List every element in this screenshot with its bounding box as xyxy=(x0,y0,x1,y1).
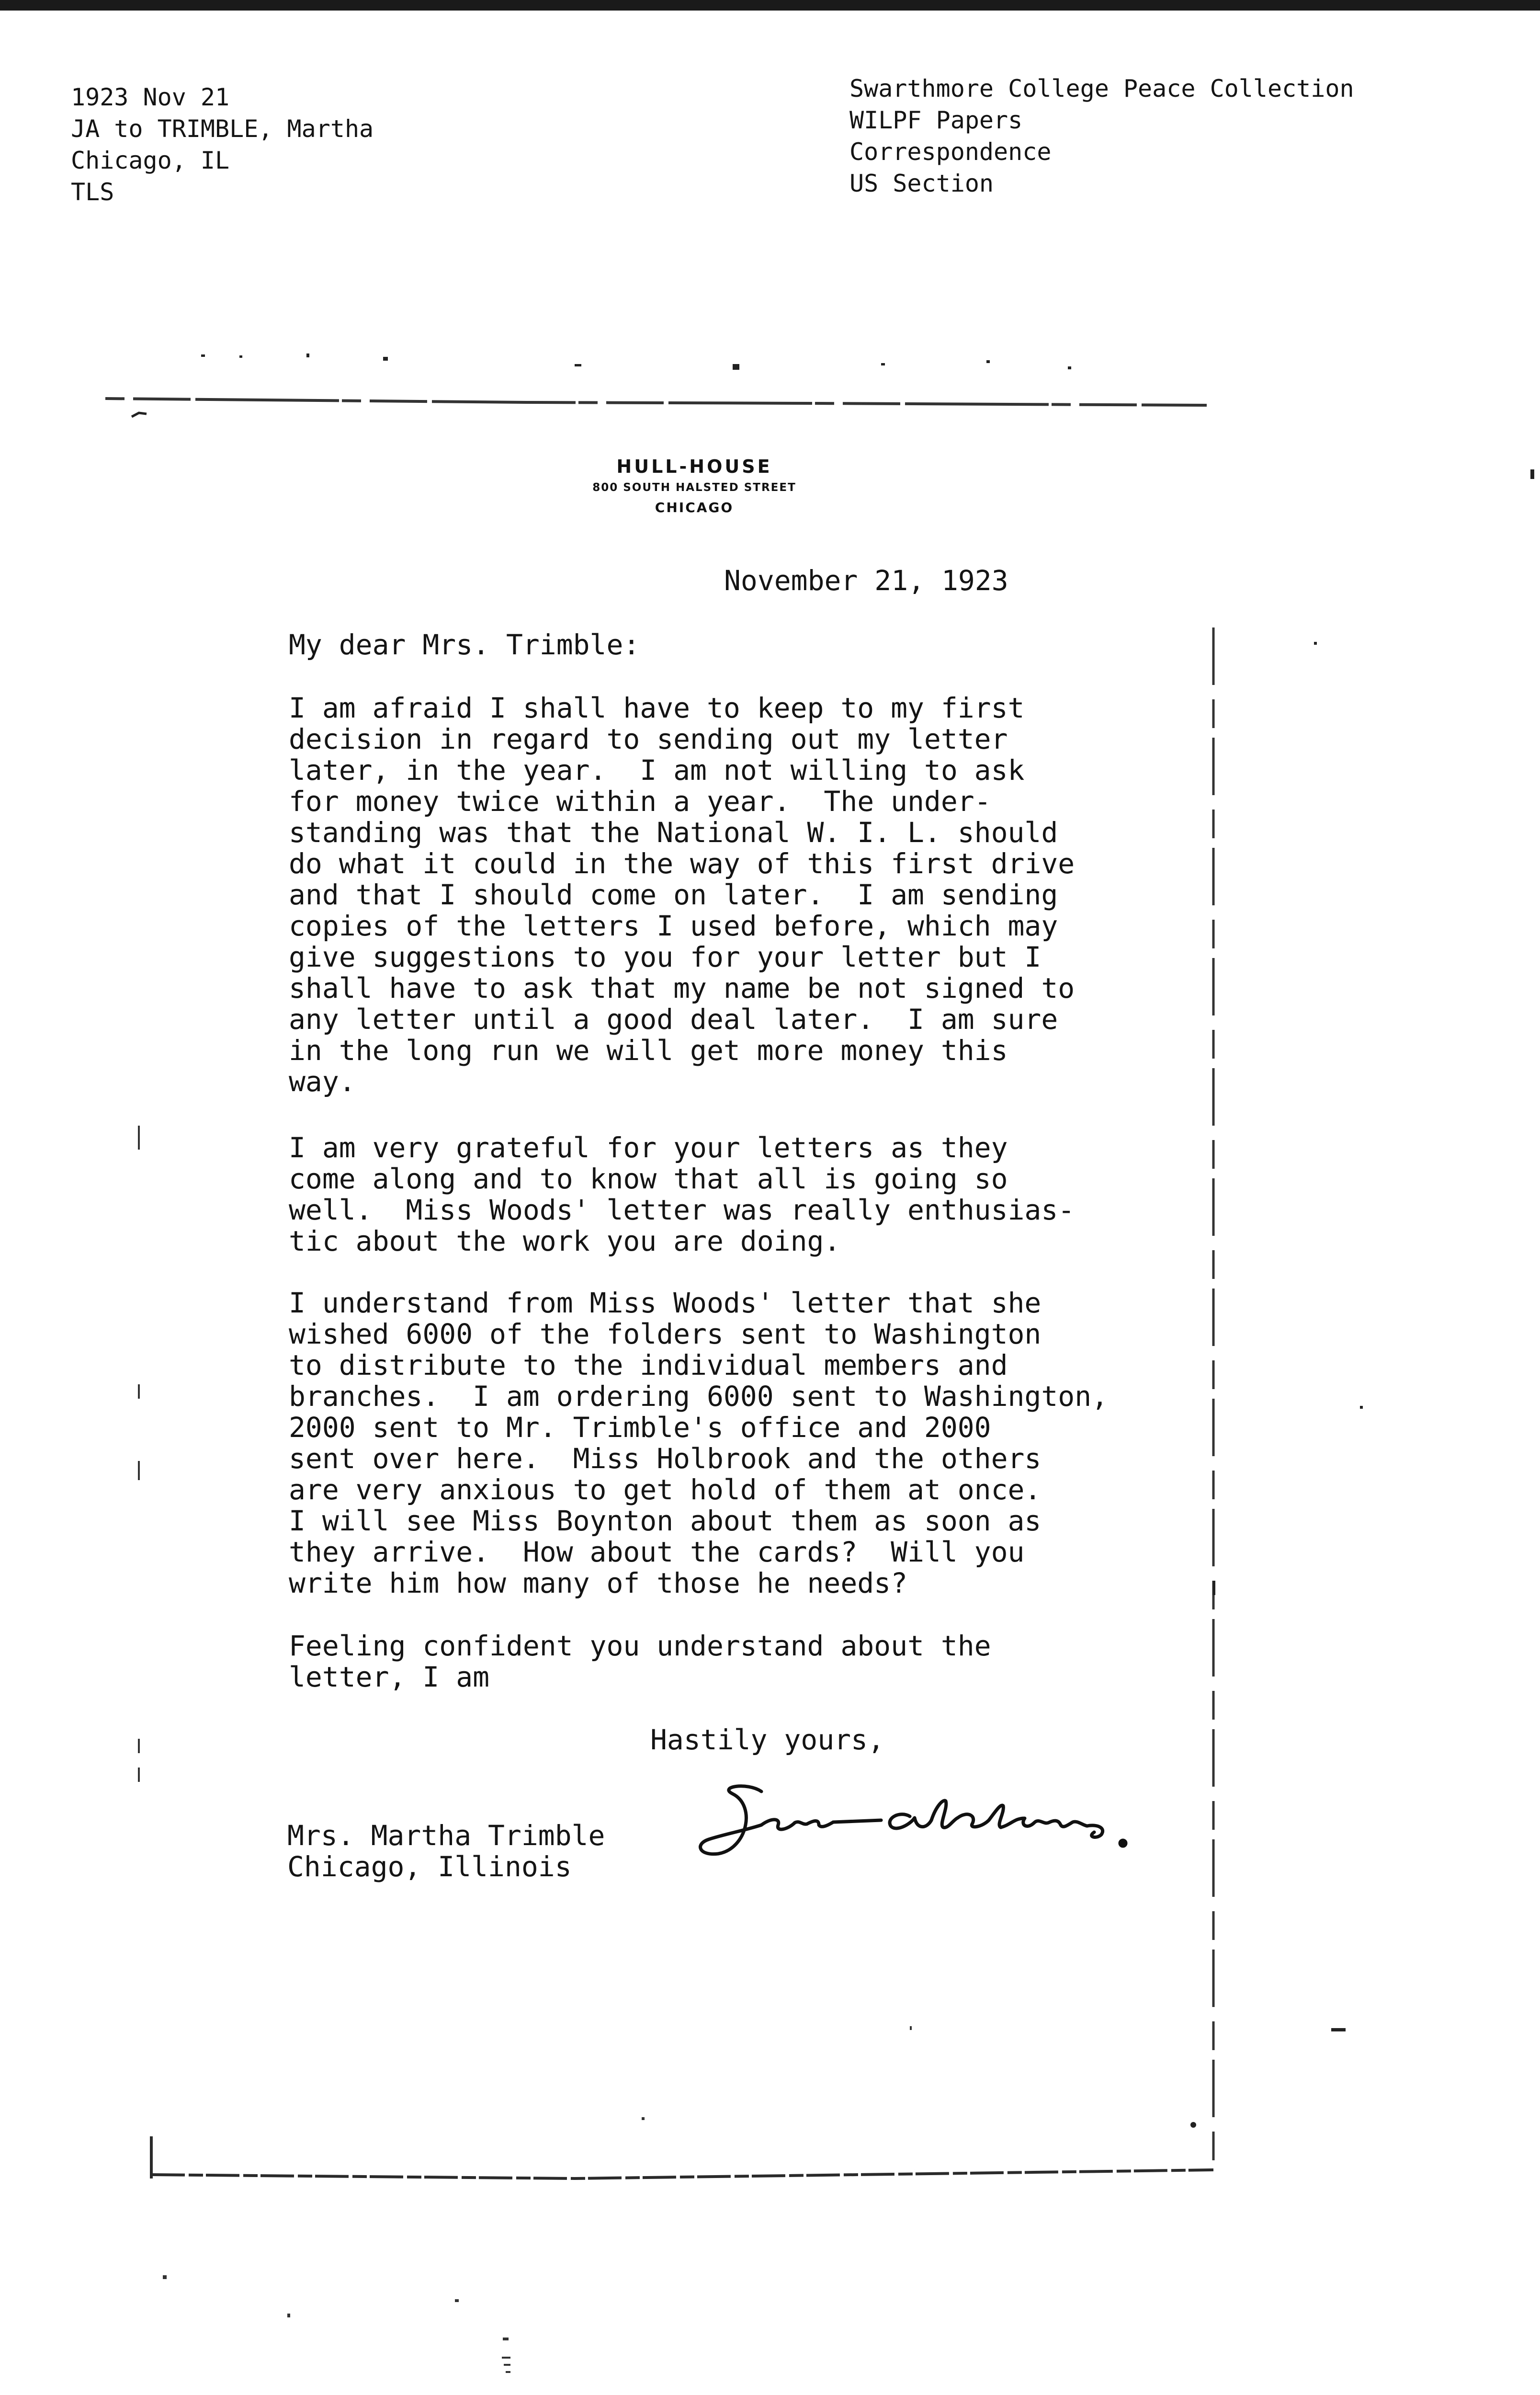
catalog-right-line: US Section xyxy=(849,170,994,197)
closing: Hastily yours, xyxy=(650,1723,884,1756)
catalog-left-line: JA to TRIMBLE, Martha xyxy=(71,115,374,143)
letterhead xyxy=(527,455,862,518)
paragraph-3: I understand from Miss Woods' letter that she wished 6000 of the folders sent to Washington to distribute to the individual members and branches. I am ordering 6000 sent to Washington, 2000 sent to Mr. Trimble's office and 2000 sent over here. Miss Holbrook and the others are very anxious to get hold of them at once. I will see Miss Boynton about them as soon as they arrive. How about the cards? Will you write him how many of those he needs? xyxy=(289,1287,1109,1599)
catalog-right-line: Swarthmore College Peace Collection xyxy=(849,75,1354,103)
paragraph-2: I am very grateful for your letters as they come along and to know that all is going so well. Miss Woods' letter was really enthusias- tic about the work you are doing. xyxy=(289,1131,1075,1257)
catalog-left-line: TLS xyxy=(71,178,114,206)
salutation: My dear Mrs. Trimble: xyxy=(289,628,640,661)
letterhead-street: 800 SOUTH HALSTED STREET xyxy=(592,481,796,494)
addressee-block: Mrs. Martha Trimble Chicago, Illinois xyxy=(287,1819,605,1883)
letterhead-city: CHICAGO xyxy=(655,500,734,515)
paragraph-1: I am afraid I shall have to keep to my first decision in regard to sending out my letter later, in the year. I am not willing to ask for money twice within a year. The under- standing was that the National W. I. L. should do what it could in the way of this first drive and that I should come on later. I am sending copies of the letters I used before, which may give suggestions to you for your letter but I shall have to ask that my name be not signed to any letter until a good deal later. I am sure in the long run we will get more money this way. xyxy=(289,692,1075,1098)
letterhead-name: HULL-HOUSE xyxy=(616,456,772,477)
letter-date: November 21, 1923 xyxy=(724,564,1008,597)
catalog-right-line: WILPF Papers xyxy=(849,106,1023,134)
catalog-right-line: Correspondence xyxy=(849,138,1052,166)
catalog-left-line: Chicago, IL xyxy=(71,147,230,174)
paragraph-4: Feeling confident you understand about the letter, I am xyxy=(289,1630,991,1693)
handwritten-signature xyxy=(690,1772,1173,1863)
catalog-left-line: 1923 Nov 21 xyxy=(71,83,230,111)
